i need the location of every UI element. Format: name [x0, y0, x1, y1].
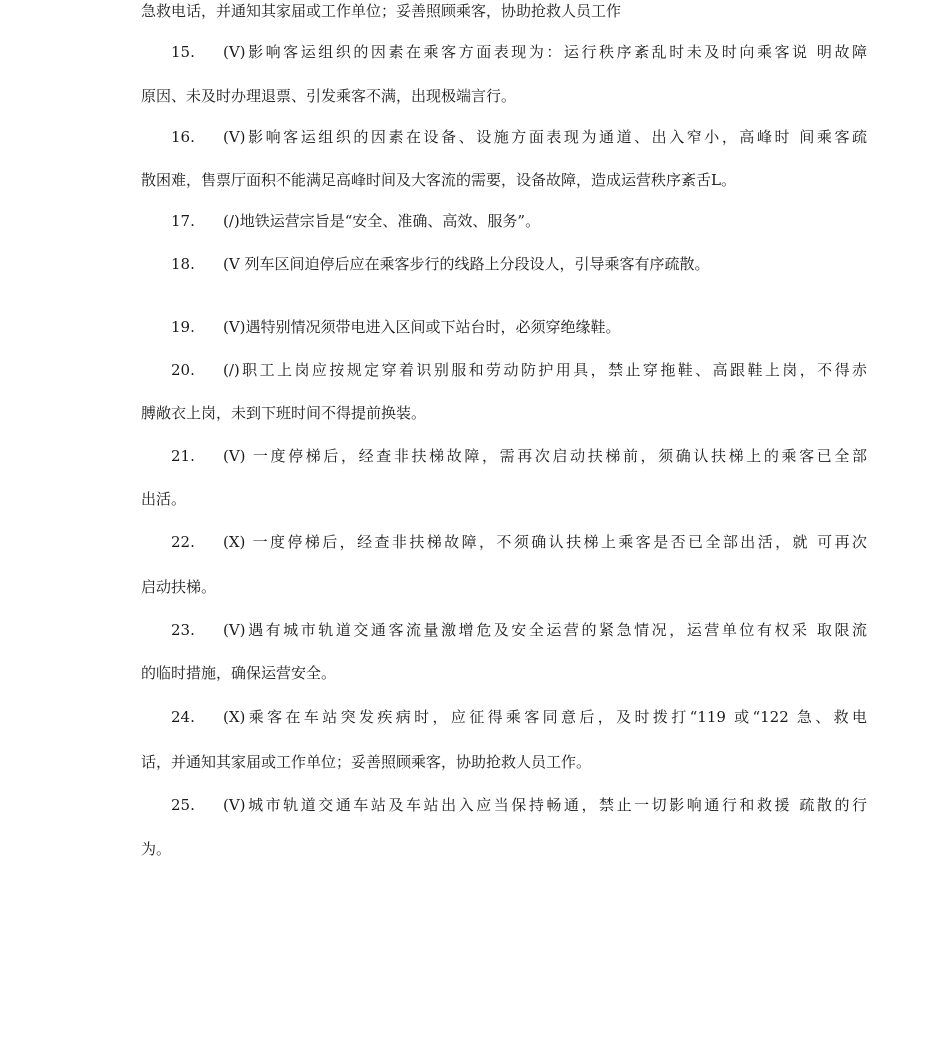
- item-25-line-1: [171, 795, 867, 815]
- item-text: (V)影响客运组织的因素在设备、设施方面表现为通道、出入窄小，高峰时 间乘客疏: [223, 128, 867, 146]
- item-19-line-1: [171, 317, 867, 337]
- item-20-line-1: [171, 360, 867, 380]
- item-20-line-2: 膊敞衣上岗，未到下班时间不得提前换装。: [141, 404, 427, 422]
- item-number: 16.: [171, 128, 195, 146]
- item-22-line-1: [171, 532, 867, 552]
- item-text: (V 列车区间迫停后应在乘客步行的线路上分段设人，引导乘客有序疏散。: [223, 255, 710, 273]
- item-22-line-2: 启动扶梯。: [141, 578, 217, 596]
- item-text: (V)影响客运组织的因素在乘客方面表现为：运行秩序紊乱时未及时向乘客说 明故障: [223, 43, 867, 61]
- item-25-line-2: 为。: [141, 840, 172, 858]
- item-24-line-1: [171, 707, 867, 727]
- item-text: (X) 一度停梯后，经查非扶梯故障，不须确认扶梯上乘客是否已全部出活，就 可再次: [223, 533, 867, 551]
- item-number: 22.: [171, 533, 195, 551]
- continuation-line: 急救电话，并通知其家届或工作单位；妥善照顾乘客，协助抢救人员工作: [141, 2, 622, 20]
- item-text: (/)职工上岗应按规定穿着识别服和劳动防护用具，禁止穿拖鞋、高跟鞋上岗，不得赤: [223, 361, 867, 379]
- item-17-line-1: [171, 211, 867, 231]
- item-number: 20.: [171, 361, 195, 379]
- item-text: (V) 一度停梯后，经查非扶梯故障，需再次启动扶梯前，须确认扶梯上的乘客已全部: [223, 447, 867, 465]
- item-15-line-2: 原因、未及时办理退票、引发乘客不满，出现极端言行。: [141, 87, 517, 105]
- item-number: 19.: [171, 318, 195, 336]
- item-number: 17.: [171, 212, 195, 230]
- item-18-line-1: [171, 254, 867, 274]
- item-text: (X)乘客在车站突发疾病时，应征得乘客同意后，及时拨打“119 或“122 急、救电: [223, 708, 867, 726]
- item-24-line-2: 话，并通知其家届或工作单位；妥善照顾乘客，协助抢救人员工作。: [141, 753, 592, 771]
- item-23-line-2: 的临时措施，确保运营安全。: [141, 664, 337, 682]
- item-text: (V)城市轨道交通车站及车站出入应当保持畅通，禁止一切影响通行和救援 疏散的行: [223, 796, 867, 814]
- item-text: (/)地铁运营宗旨是“安全、准确、高效、服务”。: [223, 212, 541, 230]
- item-number: 18.: [171, 255, 195, 273]
- item-number: 21.: [171, 447, 195, 465]
- item-number: 15.: [171, 43, 195, 61]
- item-text: (V)遇有城市轨道交通客流量激增危及安全运营的紧急情况，运营单位有权采 取限流: [223, 621, 867, 639]
- item-21-line-1: [171, 446, 867, 466]
- item-23-line-1: [171, 620, 867, 640]
- item-number: 24.: [171, 708, 195, 726]
- item-16-line-1: [171, 127, 867, 147]
- item-21-line-2: 出活。: [141, 490, 187, 508]
- item-text: (V)遇特别情况须带电进入区间或下站台时，必须穿绝缘鞋。: [223, 318, 621, 336]
- item-16-line-2: 散困难，售票厅面积不能满足高峰时间及大客流的需要，设备故障，造成运营秩序紊舌L。: [141, 171, 736, 189]
- item-number: 25.: [171, 796, 195, 814]
- item-15-line-1: [171, 42, 867, 62]
- item-number: 23.: [171, 621, 195, 639]
